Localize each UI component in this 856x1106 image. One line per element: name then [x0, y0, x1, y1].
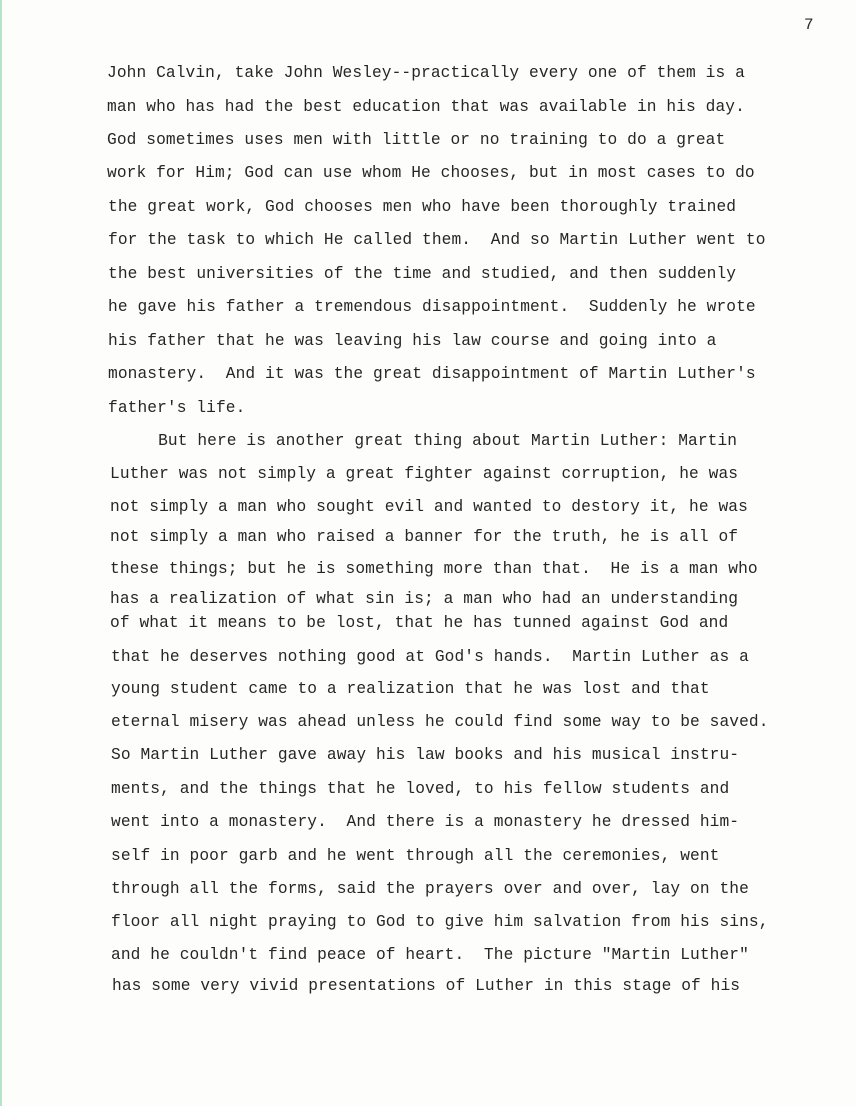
page-edge	[0, 0, 2, 1106]
text-line: his father that he was leaving his law course and going into a	[108, 332, 717, 350]
text-line: went into a monastery. And there is a monastery he dressed him-	[111, 813, 740, 831]
text-line: God sometimes uses men with little or no training to do a great	[107, 131, 726, 149]
text-line: man who has had the best education that was available in his day.	[107, 98, 745, 116]
text-line: for the task to which He called them. And so Martin Luther went to	[108, 231, 766, 249]
text-line: that he deserves nothing good at God's hands. Martin Luther as a	[111, 648, 749, 666]
text-line: has some very vivid presentations of Luther in this stage of his	[112, 977, 741, 995]
text-line: John Calvin, take John Wesley--practically every one of them is a	[107, 64, 745, 82]
page-number: 7	[804, 16, 814, 34]
text-line: these things; but he is something more than that. He is a man who	[110, 560, 758, 578]
text-line: of what it means to be lost, that he has tunned against God and	[110, 614, 729, 632]
text-line: Luther was not simply a great fighter against corruption, he was	[110, 465, 739, 483]
text-line: ments, and the things that he loved, to his fellow students and	[111, 780, 730, 798]
text-line: father's life.	[108, 399, 246, 417]
text-line: and he couldn't find peace of heart. The picture "Martin Luther"	[111, 946, 749, 964]
text-line: through all the forms, said the prayers over and over, lay on the	[111, 880, 749, 898]
text-line: self in poor garb and he went through all the ceremonies, went	[111, 847, 720, 865]
text-line: work for Him; God can use whom He chooses, but in most cases to do	[107, 164, 755, 182]
text-line: not simply a man who sought evil and wanted to destory it, he was	[110, 498, 748, 516]
text-line: not simply a man who raised a banner for the truth, he is all of	[110, 528, 739, 546]
text-line: young student came to a realization that he was lost and that	[111, 680, 710, 698]
text-line: eternal misery was ahead unless he could find some way to be saved.	[111, 713, 769, 731]
text-line: has a realization of what sin is; a man who had an understanding	[110, 590, 739, 608]
text-line: he gave his father a tremendous disappointment. Suddenly he wrote	[108, 298, 756, 316]
text-line: monastery. And it was the great disappointment of Martin Luther's	[108, 365, 756, 383]
text-line: the great work, God chooses men who have been thoroughly trained	[108, 198, 737, 216]
text-line: floor all night praying to God to give him salvation from his sins,	[111, 913, 769, 931]
text-line: But here is another great thing about Martin Luther: Martin	[109, 432, 738, 450]
text-line: So Martin Luther gave away his law books and his musical instru-	[111, 746, 740, 764]
text-line: the best universities of the time and studied, and then suddenly	[108, 265, 737, 283]
